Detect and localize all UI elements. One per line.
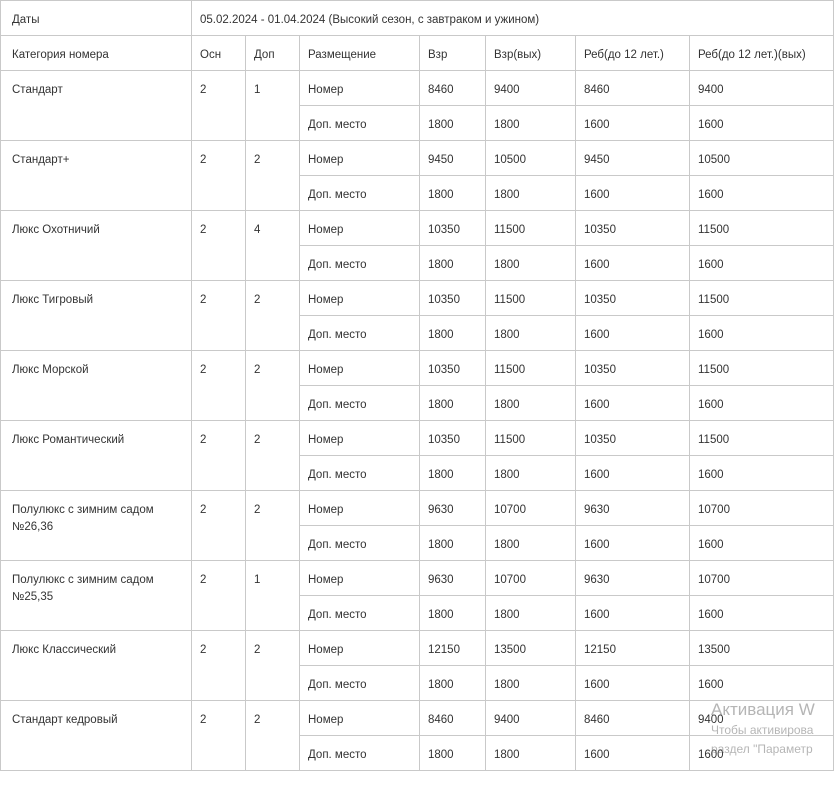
child-price: 9450 xyxy=(576,141,690,176)
child-price: 1600 xyxy=(576,456,690,491)
child-price: 9630 xyxy=(576,561,690,596)
child-price: 10350 xyxy=(576,421,690,456)
adult-weekend-price: 9400 xyxy=(486,701,576,736)
child-price: 1600 xyxy=(576,526,690,561)
child-weekend-price: 13500 xyxy=(690,631,834,666)
child-weekend-price: 1600 xyxy=(690,526,834,561)
watermark-title: Активация W xyxy=(711,700,815,719)
adult-price: 9630 xyxy=(420,561,486,596)
adult-weekend-price: 1800 xyxy=(486,386,576,421)
placement-cell: Номер xyxy=(300,351,420,386)
child-weekend-price: 11500 xyxy=(690,421,834,456)
child-price: 8460 xyxy=(576,71,690,106)
adult-price: 12150 xyxy=(420,631,486,666)
adult-weekend-price: 11500 xyxy=(486,211,576,246)
placement-cell: Доп. место xyxy=(300,456,420,491)
adult-price: 1800 xyxy=(420,106,486,141)
child-price: 1600 xyxy=(576,316,690,351)
placement-cell: Доп. место xyxy=(300,596,420,631)
child-weekend-price: 11500 xyxy=(690,211,834,246)
adult-weekend-price: 10700 xyxy=(486,561,576,596)
extra-beds: 2 xyxy=(246,141,300,211)
child-price: 1600 xyxy=(576,246,690,281)
adult-price: 10350 xyxy=(420,211,486,246)
main-beds: 2 xyxy=(192,631,246,701)
adult-weekend-price: 11500 xyxy=(486,351,576,386)
child-price: 1600 xyxy=(576,666,690,701)
header-adult-weekend: Взр(вых) xyxy=(486,36,576,71)
adult-price: 1800 xyxy=(420,526,486,561)
extra-beds: 2 xyxy=(246,631,300,701)
placement-cell: Доп. место xyxy=(300,246,420,281)
child-price: 12150 xyxy=(576,631,690,666)
placement-cell: Номер xyxy=(300,561,420,596)
table-row xyxy=(1,491,834,526)
room-category: Люкс Тигровый xyxy=(1,281,192,351)
room-category: Люкс Романтический xyxy=(1,421,192,491)
placement-cell: Доп. место xyxy=(300,316,420,351)
room-category: Стандарт+ xyxy=(1,141,192,211)
placement-cell: Доп. место xyxy=(300,386,420,421)
child-price: 8460 xyxy=(576,701,690,736)
table-row xyxy=(1,561,834,596)
adult-weekend-price: 1800 xyxy=(486,526,576,561)
child-weekend-price: 10700 xyxy=(690,561,834,596)
placement-cell: Доп. место xyxy=(300,666,420,701)
main-beds: 2 xyxy=(192,421,246,491)
child-weekend-price: 9400 xyxy=(690,701,834,736)
adult-price: 9450 xyxy=(420,141,486,176)
adult-price: 1800 xyxy=(420,316,486,351)
extra-beds: 4 xyxy=(246,211,300,281)
main-beds: 2 xyxy=(192,701,246,771)
header-category: Категория номера xyxy=(1,36,192,71)
placement-cell: Доп. место xyxy=(300,176,420,211)
adult-weekend-price: 1800 xyxy=(486,666,576,701)
adult-weekend-price: 1800 xyxy=(486,736,576,771)
child-weekend-price: 1600 xyxy=(690,176,834,211)
placement-cell: Номер xyxy=(300,71,420,106)
table-row xyxy=(1,351,834,386)
placement-cell: Доп. место xyxy=(300,736,420,771)
watermark-line: раздел "Параметр xyxy=(711,742,813,756)
adult-price: 1800 xyxy=(420,246,486,281)
table-row xyxy=(1,631,834,666)
room-category: Люкс Классический xyxy=(1,631,192,701)
adult-weekend-price: 1800 xyxy=(486,176,576,211)
adult-weekend-price: 13500 xyxy=(486,631,576,666)
placement-cell: Номер xyxy=(300,281,420,316)
header-row xyxy=(1,36,834,71)
header-placement: Размещение xyxy=(300,36,420,71)
adult-price: 10350 xyxy=(420,421,486,456)
room-category: Люкс Морской xyxy=(1,351,192,421)
room-category: Люкс Охотничий xyxy=(1,211,192,281)
placement-cell: Номер xyxy=(300,211,420,246)
placement-cell: Номер xyxy=(300,701,420,736)
adult-price: 8460 xyxy=(420,71,486,106)
adult-price: 1800 xyxy=(420,736,486,771)
extra-beds: 2 xyxy=(246,351,300,421)
room-category: Полулюкс с зимним садом №25,35 xyxy=(1,561,192,631)
main-beds: 2 xyxy=(192,211,246,281)
adult-price: 1800 xyxy=(420,176,486,211)
main-beds: 2 xyxy=(192,281,246,351)
placement-cell: Номер xyxy=(300,421,420,456)
child-weekend-price: 1600 xyxy=(690,246,834,281)
child-weekend-price: 1600 xyxy=(690,106,834,141)
main-beds: 2 xyxy=(192,351,246,421)
child-weekend-price: 1600 xyxy=(690,666,834,701)
child-price: 1600 xyxy=(576,736,690,771)
table-row xyxy=(1,71,834,106)
room-category: Стандарт xyxy=(1,71,192,141)
child-price: 10350 xyxy=(576,351,690,386)
child-price: 10350 xyxy=(576,281,690,316)
child-weekend-price: 10700 xyxy=(690,491,834,526)
adult-price: 1800 xyxy=(420,386,486,421)
child-price: 1600 xyxy=(576,106,690,141)
header-dop: Доп xyxy=(246,36,300,71)
dates-row xyxy=(1,1,834,36)
child-price: 9630 xyxy=(576,491,690,526)
adult-price: 1800 xyxy=(420,666,486,701)
dates-value: 05.02.2024 - 01.04.2024 (Высокий сезон, с завтраком и ужином) xyxy=(192,1,834,36)
child-weekend-price: 1600 xyxy=(690,386,834,421)
child-weekend-price: 1600 xyxy=(690,736,834,771)
adult-weekend-price: 9400 xyxy=(486,71,576,106)
placement-cell: Доп. место xyxy=(300,106,420,141)
child-price: 1600 xyxy=(576,386,690,421)
adult-weekend-price: 1800 xyxy=(486,596,576,631)
child-weekend-price: 10500 xyxy=(690,141,834,176)
adult-price: 9630 xyxy=(420,491,486,526)
child-price: 10350 xyxy=(576,211,690,246)
child-weekend-price: 1600 xyxy=(690,596,834,631)
adult-weekend-price: 1800 xyxy=(486,316,576,351)
adult-price: 1800 xyxy=(420,456,486,491)
child-price: 1600 xyxy=(576,176,690,211)
table-row xyxy=(1,701,834,736)
child-weekend-price: 9400 xyxy=(690,71,834,106)
extra-beds: 2 xyxy=(246,701,300,771)
placement-cell: Номер xyxy=(300,491,420,526)
table-row xyxy=(1,421,834,456)
placement-cell: Доп. место xyxy=(300,526,420,561)
placement-cell: Номер xyxy=(300,631,420,666)
child-weekend-price: 11500 xyxy=(690,281,834,316)
extra-beds: 2 xyxy=(246,491,300,561)
placement-cell: Номер xyxy=(300,141,420,176)
main-beds: 2 xyxy=(192,71,246,141)
adult-price: 10350 xyxy=(420,281,486,316)
extra-beds: 1 xyxy=(246,71,300,141)
child-weekend-price: 1600 xyxy=(690,316,834,351)
adult-weekend-price: 1800 xyxy=(486,106,576,141)
adult-weekend-price: 11500 xyxy=(486,281,576,316)
child-price: 1600 xyxy=(576,596,690,631)
table-row xyxy=(1,281,834,316)
adult-weekend-price: 10700 xyxy=(486,491,576,526)
dates-label: Даты xyxy=(1,1,192,36)
extra-beds: 2 xyxy=(246,421,300,491)
extra-beds: 2 xyxy=(246,281,300,351)
adult-weekend-price: 10500 xyxy=(486,141,576,176)
adult-price: 10350 xyxy=(420,351,486,386)
watermark-line: Чтобы активирова xyxy=(711,723,814,737)
header-child: Реб(до 12 лет.) xyxy=(576,36,690,71)
adult-price: 1800 xyxy=(420,596,486,631)
adult-weekend-price: 1800 xyxy=(486,456,576,491)
header-child-weekend: Реб(до 12 лет.)(вых) xyxy=(690,36,834,71)
table-row xyxy=(1,211,834,246)
adult-price: 8460 xyxy=(420,701,486,736)
main-beds: 2 xyxy=(192,491,246,561)
room-category: Стандарт кедровый xyxy=(1,701,192,771)
child-weekend-price: 1600 xyxy=(690,456,834,491)
child-weekend-price: 11500 xyxy=(690,351,834,386)
adult-weekend-price: 11500 xyxy=(486,421,576,456)
header-osn: Осн xyxy=(192,36,246,71)
main-beds: 2 xyxy=(192,561,246,631)
main-beds: 2 xyxy=(192,141,246,211)
room-category: Полулюкс с зимним садом №26,36 xyxy=(1,491,192,561)
extra-beds: 1 xyxy=(246,561,300,631)
header-adult: Взр xyxy=(420,36,486,71)
adult-weekend-price: 1800 xyxy=(486,246,576,281)
table-row xyxy=(1,141,834,176)
